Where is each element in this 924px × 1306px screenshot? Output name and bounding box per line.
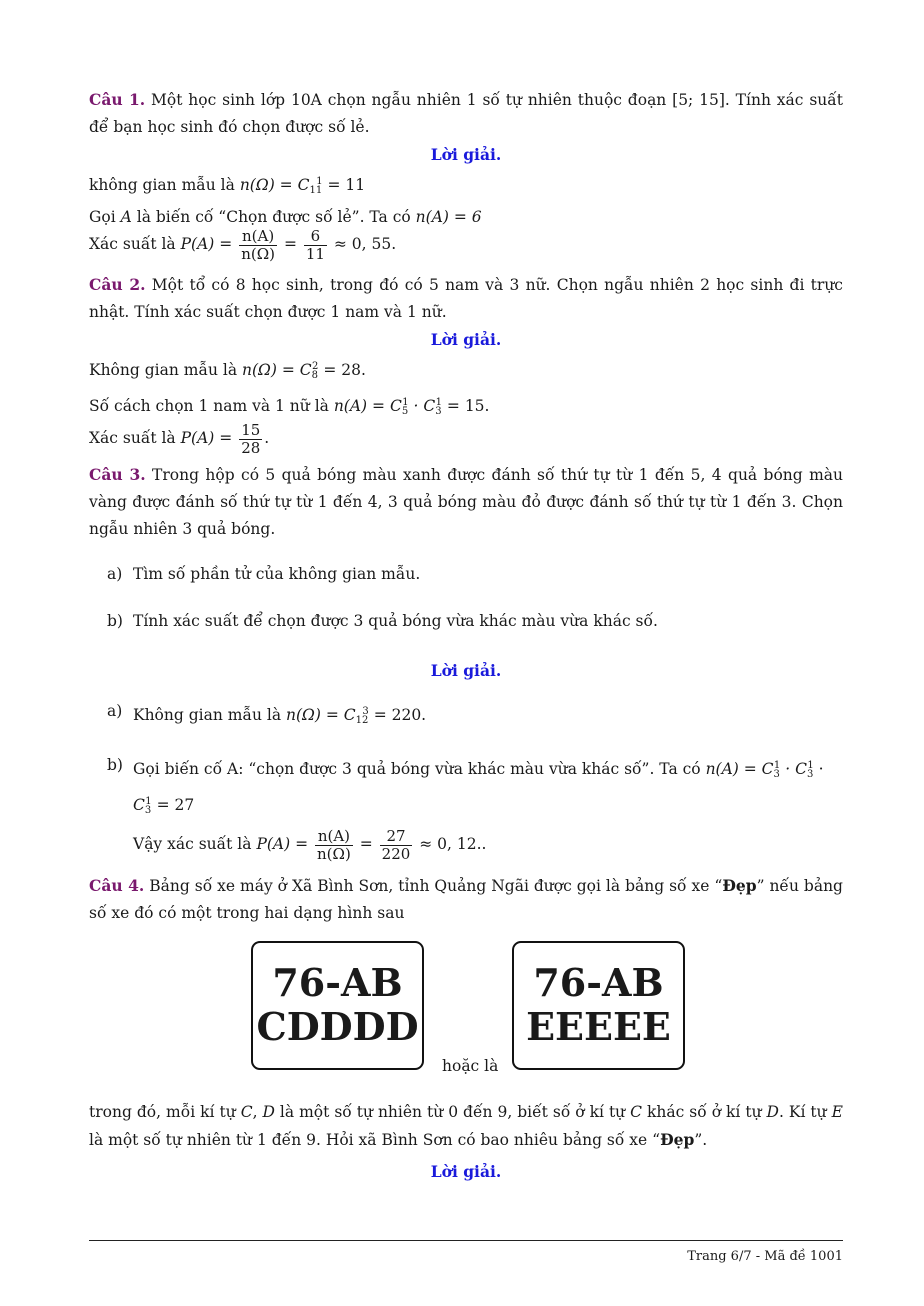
solution-3-label: Lời giải. — [430, 661, 502, 680]
text: ”. — [694, 1131, 708, 1149]
math: n(A) = C — [705, 760, 774, 778]
math: · — [818, 760, 824, 778]
question-1-text: Một học sinh lớp 10A chọn ngẫu nhiên 1 số tự nhiên thuộc đoạn [5; 15]. Tính xác suất để bạn học sinh đó chọn được số lẻ. — [89, 91, 843, 136]
text: trong đó, mỗi kí tự — [89, 1103, 236, 1121]
math: ≈ 0, 55. — [333, 235, 397, 253]
fraction — [315, 828, 353, 863]
item-label: b) — [107, 756, 123, 774]
or-text: hoặc là — [442, 1057, 499, 1075]
text: là biến cố “Chọn được số lẻ”. Ta có — [136, 208, 411, 226]
item-text: Tính xác suất để chọn được 3 quả bóng vừa khác màu vừa khác số. — [133, 612, 658, 630]
text: Không gian mẫu là — [89, 361, 238, 379]
solution-2-label: Lời giải. — [430, 330, 502, 349]
question-1 — [89, 86, 843, 141]
item-text — [133, 698, 843, 734]
item-label: a) — [107, 565, 123, 583]
bold-text: Đẹp — [722, 876, 757, 895]
math-sub: 11 — [309, 185, 323, 196]
plate-line-1: 76-AB — [272, 960, 403, 1005]
item-text: Tìm số phần tử của không gian mẫu. — [133, 565, 421, 583]
question-4-text: ” nếu bảng số xe đó có một trong hai dạng hình sau — [89, 877, 843, 922]
text: Số cách chọn 1 nam và 1 nữ là — [89, 397, 329, 415]
bold-text: Đẹp — [660, 1130, 695, 1149]
plate-line-1: 76-AB — [533, 960, 664, 1005]
denominator: 28 — [241, 438, 261, 457]
question-3-text: Trong hộp có 5 quả bóng màu xanh được đánh số thứ tự từ 1 đến 5, 4 quả bóng màu vàng được đánh số thứ tự từ 1 đến 4, 3 quả bóng màu đỏ được đánh số thứ tự từ 1 đến 3. Chọn ngẫu nhiên 3 quả bóng. — [89, 466, 843, 538]
text: Vậy xác suất là — [133, 835, 252, 853]
math: . — [264, 429, 270, 447]
math: P(A) = — [180, 235, 233, 253]
math-sup: 1 — [316, 176, 323, 187]
plate-line-2: CDDDD — [256, 1004, 419, 1049]
math-var: C — [630, 1103, 643, 1121]
text: Xác suất là — [89, 235, 176, 253]
page-content — [89, 86, 843, 1185]
solution-1-label: Lời giải. — [430, 145, 502, 164]
math: ≈ 0, 12.. — [419, 835, 487, 853]
text: Không gian mẫu là — [133, 706, 282, 724]
text: không gian mẫu là — [89, 176, 235, 194]
math-var: E — [831, 1103, 843, 1121]
math: n(Ω) = C — [242, 361, 312, 379]
question-3-part-b — [107, 608, 843, 635]
text: . Kí tự — [778, 1103, 827, 1121]
solution-3b-line-2: Vậy xác suất là P(A) = $\frac{n(A)}{n(\Omega)}$ = $\frac{27}{220}$ ≈ 0, 12.. — [133, 826, 487, 863]
math-sub: 3 — [144, 805, 152, 816]
question-3-label: Câu 3. — [89, 465, 146, 484]
math: · C — [785, 760, 807, 778]
math: · C — [413, 397, 436, 415]
math-sub: 5 — [401, 406, 409, 417]
solution-3-part-b — [107, 752, 843, 864]
question-4 — [89, 872, 843, 927]
text: Gọi biến cố A: “chọn được 3 quả bóng vừa khác màu vừa khác số”. Ta có — [133, 760, 701, 778]
denominator: n(Ω) — [317, 844, 351, 863]
item-label: a) — [107, 702, 123, 720]
page-footer: Trang 6/7 - Mã đề 1001 — [687, 1249, 843, 1264]
math: C — [133, 796, 145, 814]
fraction — [239, 422, 262, 457]
math-sub: 12 — [355, 715, 369, 726]
math: n(Ω) = C — [286, 706, 356, 724]
text: , — [252, 1103, 258, 1121]
question-2-text: Một tổ có 8 học sinh, trong đó có 5 nam và 3 nữ. Chọn ngẫu nhiên 2 học sinh đi trực nhật. Tính xác suất chọn được 1 nam và 1 nữ. — [89, 276, 843, 321]
fraction — [380, 828, 413, 863]
solution-2-line-1 — [89, 353, 843, 389]
solution-1-line-3: Xác suất là P(A) = $\frac{n(A)}{n(\Omega)}$ = $\frac{6}{11}$ ≈ 0, 55. — [89, 226, 397, 263]
math: = 15. — [446, 397, 490, 415]
math-sub: 3 — [806, 769, 814, 780]
math: n(A) = C — [333, 397, 402, 415]
math-var: D — [262, 1103, 275, 1121]
math: = 27 — [156, 796, 195, 814]
denominator: n(Ω) — [241, 244, 276, 263]
text: Gọi — [89, 208, 116, 226]
fraction — [304, 228, 327, 263]
math-var: C — [240, 1103, 253, 1121]
fraction — [239, 228, 277, 263]
text: Xác suất là — [89, 429, 176, 447]
numerator: 6 — [304, 228, 327, 246]
solution-4-label: Lời giải. — [430, 1162, 502, 1181]
license-plates — [89, 941, 843, 1091]
math-sup: 2 — [312, 361, 319, 372]
license-plate-1 — [251, 941, 424, 1070]
math: = 11 — [327, 176, 366, 194]
solution-3-part-a — [107, 698, 843, 734]
numerator: 15 — [241, 420, 261, 439]
question-2-label: Câu 2. — [89, 275, 146, 294]
text: là một số tự nhiên từ 0 đến 9, biết số ở kí tự — [279, 1103, 626, 1121]
math-var: D — [766, 1103, 779, 1121]
question-3 — [89, 461, 843, 543]
math: = 220. — [373, 706, 427, 724]
question-3-part-a — [107, 561, 843, 588]
text: khác số ở kí tự — [647, 1103, 762, 1121]
denominator: 11 — [305, 244, 325, 263]
item-text — [133, 752, 843, 864]
math-sub: 8 — [311, 370, 319, 381]
math: P(A) = — [256, 835, 309, 853]
question-2 — [89, 271, 843, 326]
question-4-text: Bảng số xe máy ở Xã Bình Sơn, tỉnh Quảng Ngãi được gọi là bảng số xe “ — [149, 877, 723, 895]
math-sup: 1 — [435, 397, 442, 408]
numerator: n(A) — [315, 828, 353, 846]
question-1-label: Câu 1. — [89, 90, 146, 109]
math-sup: 1 — [145, 796, 152, 807]
license-plate-2 — [512, 941, 685, 1070]
math: n(A) = 6 — [415, 208, 482, 226]
denominator: 220 — [381, 844, 411, 863]
math-sup: 1 — [402, 397, 409, 408]
math-sup: 1 — [807, 760, 814, 771]
math-sub: 3 — [435, 406, 442, 417]
solution-1-line-1 — [89, 168, 843, 204]
item-label: b) — [107, 612, 123, 630]
math-sup: 3 — [362, 706, 369, 717]
footer-divider — [89, 1240, 843, 1241]
math-sup: 1 — [773, 760, 781, 771]
numerator: 27 — [380, 828, 413, 846]
math-sub: 3 — [773, 769, 780, 780]
math: P(A) = — [180, 429, 233, 447]
question-4-continuation — [89, 1099, 843, 1154]
math: = 28. — [323, 361, 366, 379]
question-4-label: Câu 4. — [89, 876, 145, 895]
plate-line-2: EEEEE — [526, 1004, 671, 1049]
text: là một số tự nhiên từ 1 đến 9. Hỏi xã Bình Sơn có bao nhiêu bảng số xe “ — [89, 1131, 661, 1149]
numerator: n(A) — [239, 228, 277, 246]
math: n(Ω) = C — [239, 176, 310, 194]
math-var: A — [120, 208, 132, 226]
